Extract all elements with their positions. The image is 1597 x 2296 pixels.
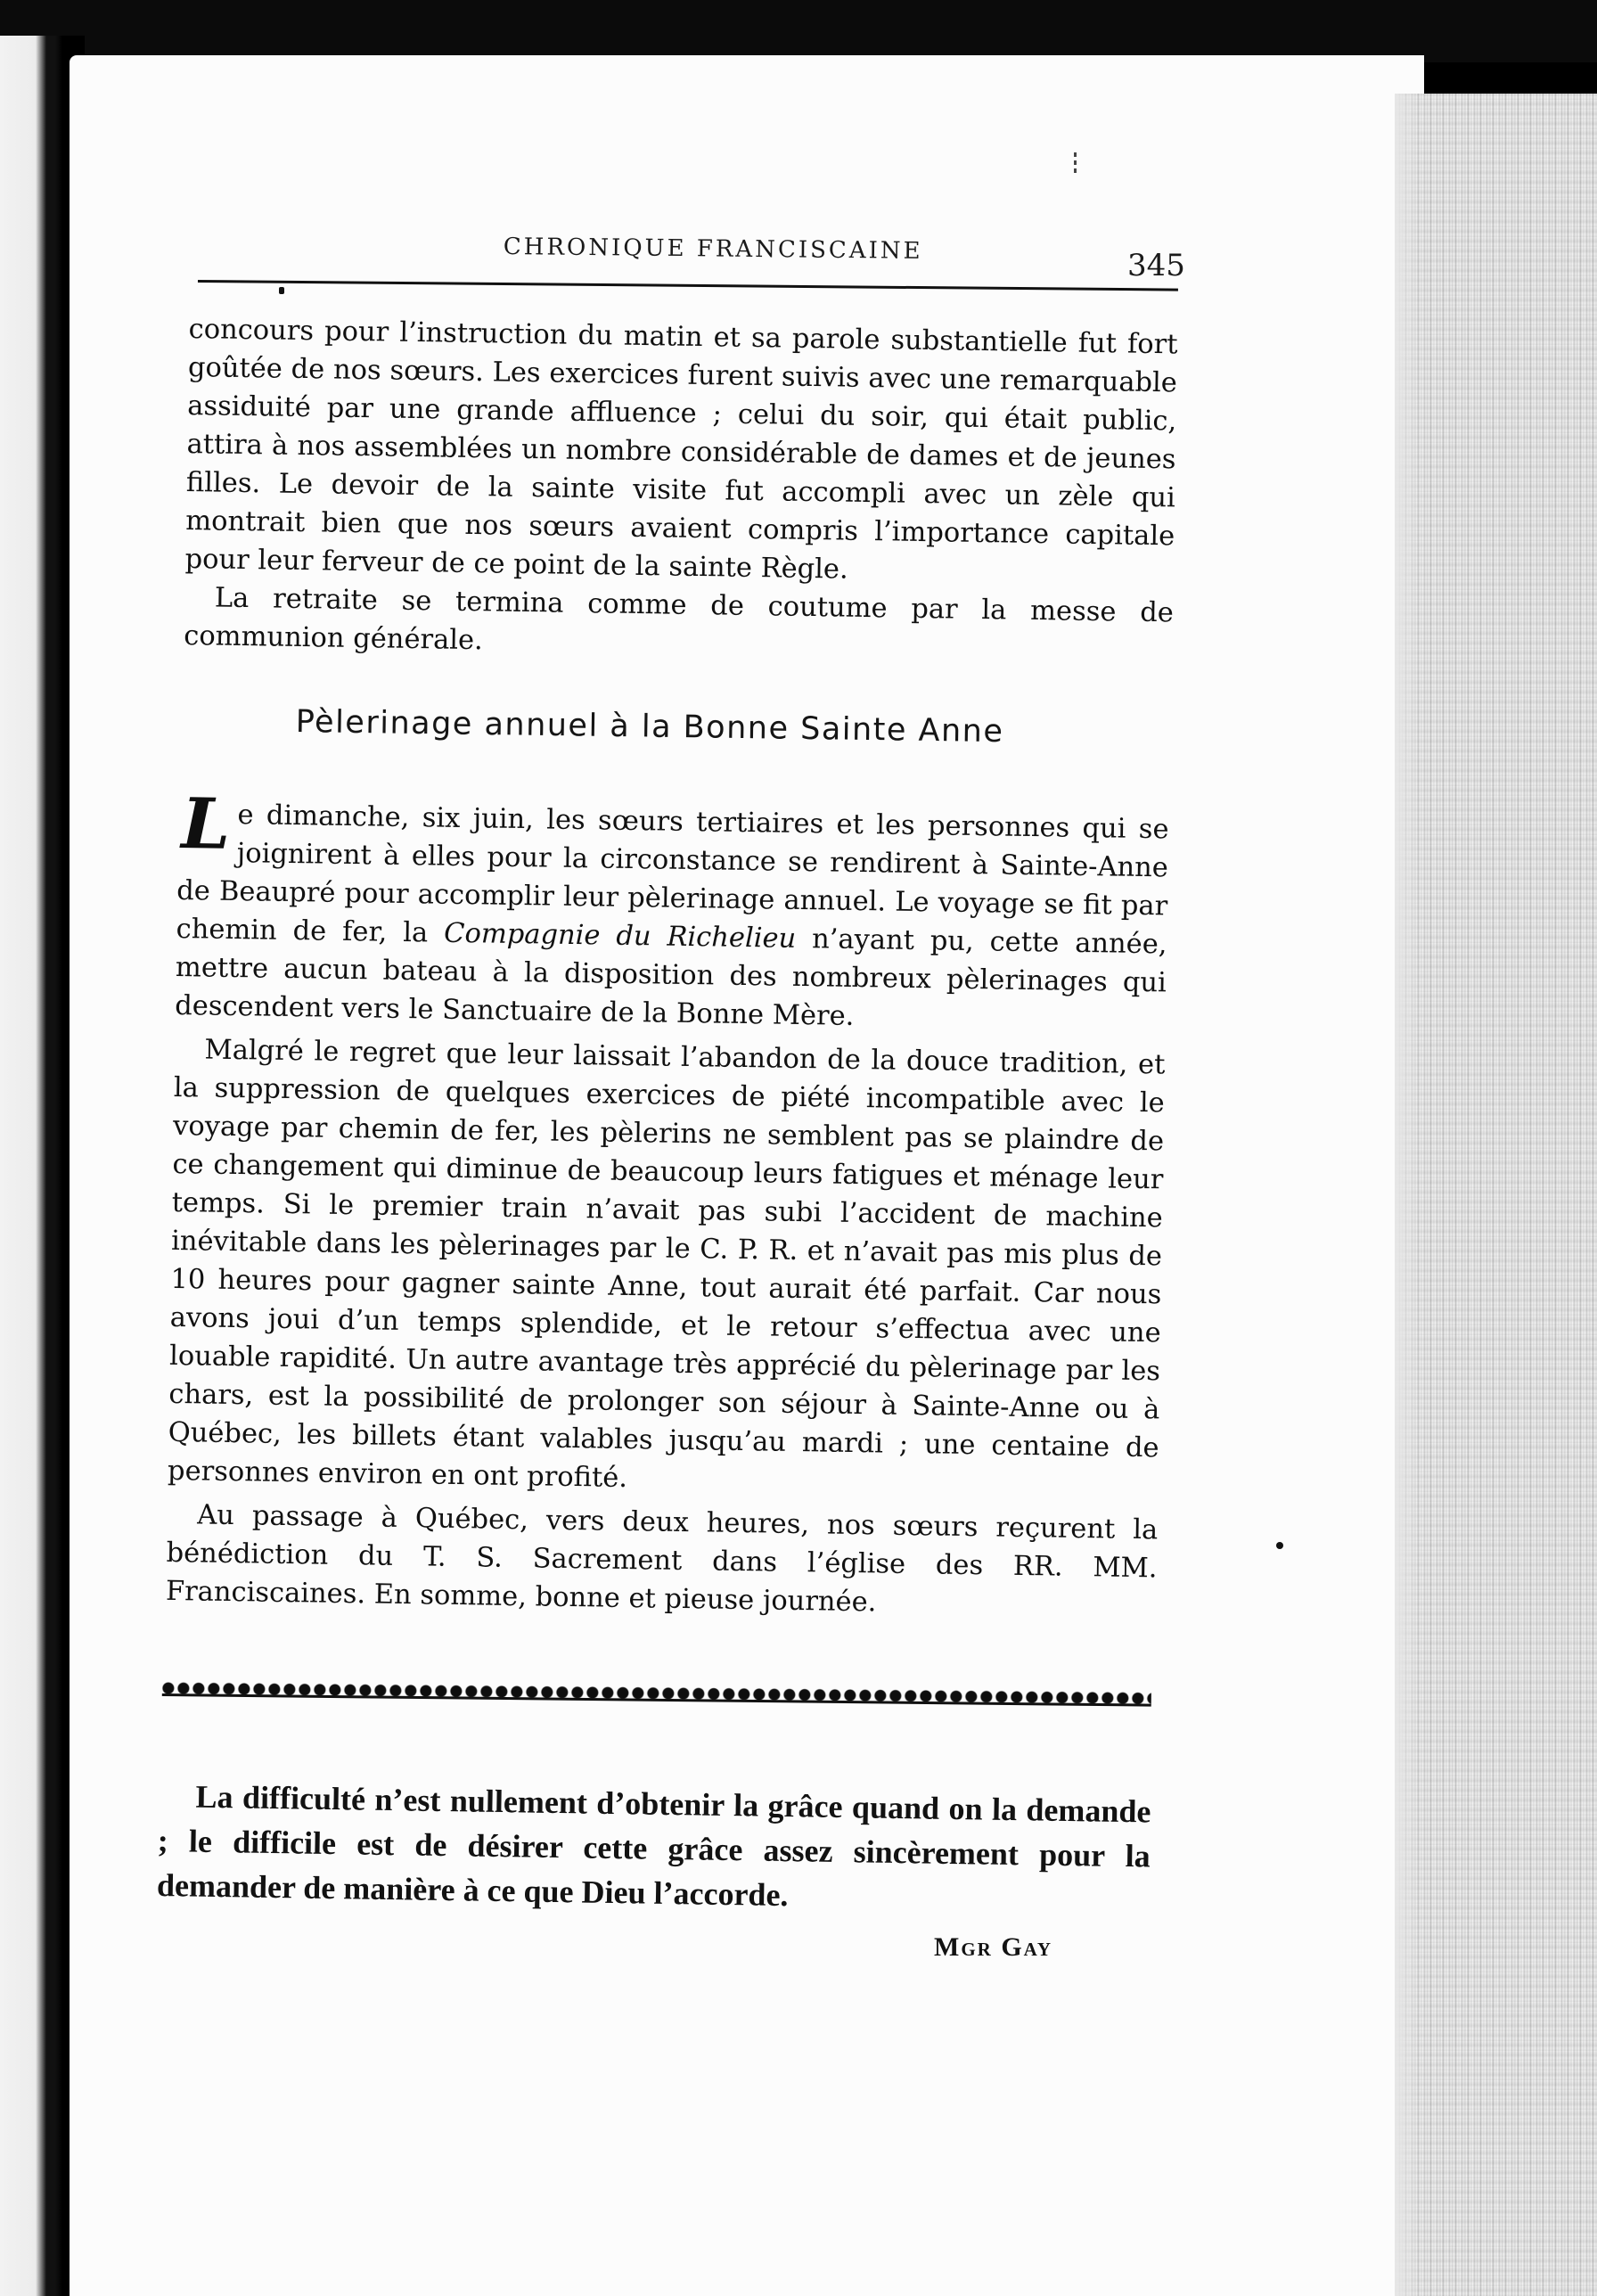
text-run: n’ayant pu, cette année, mettre aucun bateau à la disposition des nombreux pèlerinages qui descendent vers le Sanctuaire de la Bonne Mère. xyxy=(175,922,1167,1032)
scan-speck xyxy=(1276,1542,1283,1549)
quote-text: La difficulté n’est nullement d’obtenir la grâce quand on la demande ; le difficile est de désirer cette grâce assez sincèrement pour la demander de manière à ce que Dieu l’accorde. xyxy=(156,1778,1151,1914)
drop-cap: L xyxy=(180,783,232,865)
page-stack-edge xyxy=(1395,94,1597,2296)
paragraph: Malgré le regret que leur laissait l’abandon de la douce tradition, et la suppression de quelques exercices de piété incompatible avec le voyage par chemin de fer, les pèlerins ne semblent pas se plaindre de ce changement qui diminue de beaucoup leurs fatigues et ménage leur temps. Si le premier train n’avait pas subi l’accident de machine inévitable dans les pèlerinages par le C. P. R. et n’avait pas mis plus de 10 heures pour gagner sainte Anne, tout aurait été parfait. Car nous avons joui d’un temps splendide, et le retour s’effectua avec une louable rapidité. Un autre avantage très apprécié du pèlerinage par les chars, est la possibilité de prolonger son séjour à Sainte-Anne ou à Québec, les billets étant valables jusqu’au mardi ; une centaine de personnes environ en ont profité. xyxy=(167,1034,1166,1495)
paragraph: concours pour l’instruction du matin et sa parole substantielle fut fort goûtée de nos sœurs. Les exercices furent suivis avec une remarquable assiduité par une grande affluence ; celui du soir, qui était public, attira à nos assemblées un nombre considérable de dames et de jeunes filles. Le devoir de la sainte visite fut accompli avec un zèle qui montrait bien que nos sœurs avaient compris l’importance capitale pour leur ferveur de ce point de la sainte Règle. xyxy=(184,313,1178,586)
section-title: Pèlerinage annuel à la Bonne Sainte Anne xyxy=(295,704,1004,750)
paragraph: Au passage à Québec, vers deux heures, nos sœurs reçurent la bénédiction du T. S. Sacrement dans l’église des RR. MM. Franciscaines. En somme, bonne et pieuse journée. xyxy=(165,1499,1159,1619)
paragraph: La retraite se termina comme de coutume par la messe de communion générale. xyxy=(183,582,1175,657)
header-rule-mark xyxy=(279,287,284,294)
italic-text: Compagnie du Richelieu xyxy=(443,917,797,955)
text-run: e dimanche, six juin, les sœurs tertiaires et les personnes qui se joignirent à elles pour la circonstance se rendirent à Sainte-Anne de Beaupré pour accomplir leur pèlerinage annuel. Le voyage se fit par chemin de fer, la xyxy=(176,800,1169,949)
paragraph xyxy=(175,783,1169,1040)
continued-text xyxy=(184,310,1178,670)
quote-author: Mgr Gay xyxy=(934,1932,1053,1962)
scan-top-border xyxy=(0,0,1597,62)
page-number: 345 xyxy=(1127,248,1185,283)
closing-quote xyxy=(157,1774,1151,1923)
running-head: CHRONIQUE FRANCISCAINE xyxy=(503,234,923,265)
article-body xyxy=(165,783,1169,1626)
scan-mark xyxy=(1074,150,1077,173)
